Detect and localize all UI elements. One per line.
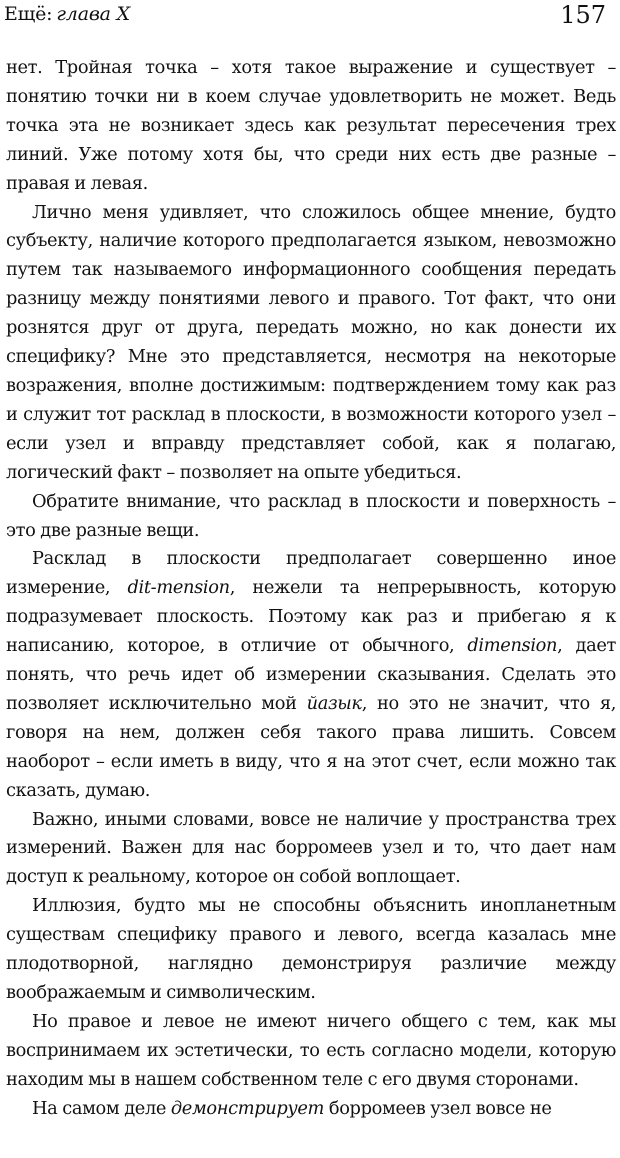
text-run: , дает понять, что речь идет об измерении сказывания. Сделать это позволяет исключительно мой (6, 635, 616, 714)
paragraph (6, 545, 616, 805)
emphasis-term: dimension (467, 635, 558, 657)
paragraph (6, 54, 616, 199)
text-run: Расклад в плоскости предполагает совершенно иное измерение, (6, 548, 616, 599)
paragraph (6, 892, 616, 1008)
body-text (6, 54, 616, 1124)
chapter-title: глава X (56, 3, 130, 25)
text-run: Но правое и левое не имеют ничего общего с тем, как мы воспринимаем их эстетически, то есть согласно модели, которую находим мы в нашем собственном теле с его двумя сторонами. (6, 1010, 616, 1090)
text-run: борромеев узел вовсе не (324, 1097, 552, 1119)
running-title (4, 2, 130, 26)
emphasis-term: йазык (306, 692, 362, 714)
paragraph (6, 1095, 616, 1124)
text-run: Иллюзия, будто мы не способны объяснить инопланетным существам специфику правого и левого, всегда казалась мне плодотворной, наглядно демонстрируя различие между воображаемым и символическим. (6, 895, 616, 1003)
running-header (4, 2, 606, 38)
text-run: нет. Тройная точка – хотя такое выражение и существует – понятию точки ни в коем случае удовлетворить не может. Ведь точка эта не возникает здесь как результат пересечения трех линий. Уже потому хотя бы, что среди них есть две разные – правая и левая. (6, 57, 616, 194)
text-run: Обратите внимание, что расклад в плоскости и поверхность – это две разные вещи. (6, 490, 616, 541)
text-run: Важно, иными словами, вовсе не наличие у пространства трех измерений. Важен для нас борромеев узел и то, что дает нам доступ к реальному, которое он собой воплощает. (6, 808, 616, 888)
paragraph (6, 199, 616, 488)
paragraph (6, 488, 616, 546)
emphasis-term: dit-mension (127, 577, 230, 599)
page-number: 157 (560, 1, 606, 29)
paragraph (6, 1008, 616, 1095)
text-run: Лично меня удивляет, что сложилось общее мнение, будто субъекту, наличие которого предполагается языком, невозможно путем так называемого информационного сообщения передать разницу между понятиями левого и правого. Тот факт, что они рознятся друг от друга, передать можно, но как донести их специфику? Мне это представляется, несмотря на некоторые возражения, вполне достижимым: подтверждением тому как раз и служит тот расклад в плоскости, в возможности которого узел – если узел и вправду представляет собой, как я полагаю, логический факт – позволяет на опыте убедиться. (6, 201, 616, 483)
book-title: Ещё: (4, 3, 53, 25)
emphasis-term: демонстрирует (170, 1097, 325, 1119)
paragraph (6, 806, 616, 893)
text-run: На самом деле (32, 1097, 171, 1119)
text-run: , нежели та непрерывность, которую подразумевает плоскость. Поэтому как раз и прибегаю я к написанию, которое, в отличие от обычного, (6, 577, 616, 657)
text-run: , но это не значит, что я, говоря на нем, должен себя такого права лишить. Совсем наоборот – если иметь в виду, что я на этот счет, если можно так сказать, думаю. (6, 692, 617, 801)
